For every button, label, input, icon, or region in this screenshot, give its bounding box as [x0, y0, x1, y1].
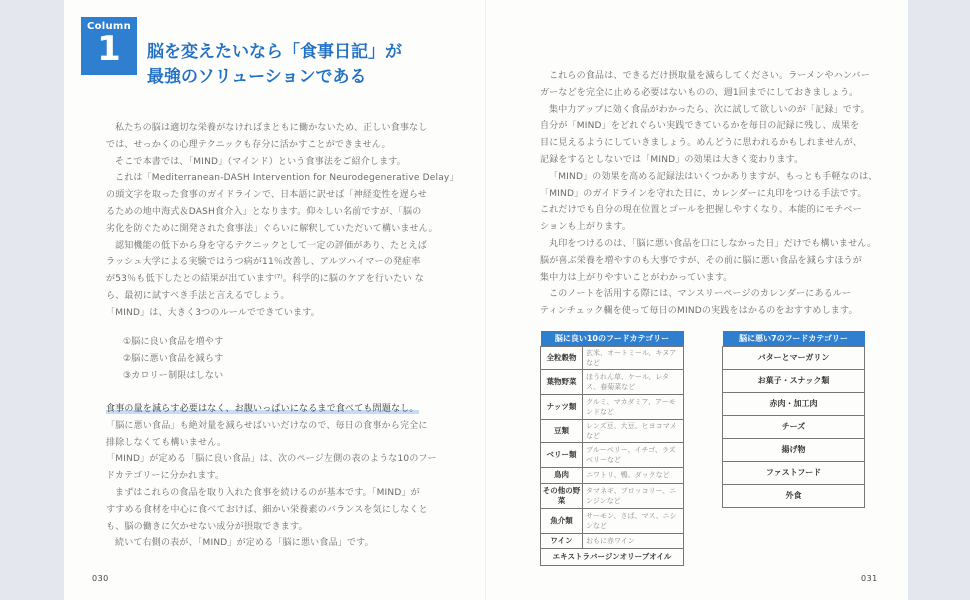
paragraph-line: 排除しなくても構いません。 — [106, 437, 227, 448]
paragraph-line: これらの食品は、できるだけ摂取量を減らしてください。ラーメンやハンバー — [549, 71, 870, 81]
table-row — [723, 461, 865, 484]
table-row — [541, 394, 684, 419]
paragraph-line: 「MIND」が定める「脳に良い食品」は、次のページ左側の表のような10のフー — [106, 454, 437, 465]
paragraph-line: るための地中海式＆DASH食介入」となります。仰々しい名前ですが、「脳の — [106, 206, 422, 217]
left-body-text-2 — [106, 401, 438, 552]
paragraph-line: 続いて右側の表が、「MIND」が定める「脳に悪い食品」です。 — [115, 538, 374, 549]
table-row — [723, 346, 865, 369]
category-cell: 葉物野菜 — [541, 369, 583, 394]
olive-oil-cell: エキストラバージンオリーブオイル — [541, 548, 684, 565]
table-row — [541, 419, 684, 442]
table-row — [541, 467, 684, 483]
bad-food-cell: 揚げ物 — [723, 438, 865, 461]
paragraph-line: すすめる食材を中心に食べておけば、細かい栄養素のバランスを気にしなくと — [106, 504, 428, 515]
table-row — [723, 392, 865, 415]
title-line-2: 最強のソリューションである — [147, 67, 367, 87]
title-line-1: 脳を変えたいなら「食事日記」が — [147, 42, 402, 62]
paragraph-line: 認知機能の低下から身を守るテクニックとして一定の評価があり、たとえば — [115, 240, 427, 251]
paragraph-line: 「MIND」の効果を高める記録法はいくつかありますが、もっとも手軽なのは、 — [549, 171, 878, 182]
paragraph-line: 私たちの脳は適切な栄養がなければまともに働かないため、正しい食事なし — [115, 123, 428, 133]
paragraph-line: ら、最初に試すべき手法と言えるでしょう。 — [106, 290, 290, 301]
bad-food-cell: ファストフード — [723, 461, 865, 484]
table-row — [541, 369, 684, 394]
examples-cell: サーモン、さば、マス、ニシンなど — [583, 508, 684, 533]
left-body-text-1 — [106, 120, 459, 322]
page-number-left: 030 — [92, 574, 109, 583]
table-row — [723, 415, 865, 438]
category-cell: ベリー類 — [541, 442, 583, 467]
examples-cell: ニワトリ、鴨、ダックなど — [583, 467, 684, 483]
good-table-header: 脳に良い10のフードカテゴリー — [541, 331, 684, 346]
bad-food-cell: 外食 — [723, 484, 865, 507]
bad-food-cell: チーズ — [723, 415, 865, 438]
column-label: Column — [86, 21, 132, 32]
paragraph-line: 集中力アップに効く食品がわかったら、次に試して欲しいのが「記録」です。 — [549, 104, 870, 115]
examples-cell: タマネギ、ブロッコリー、ニンジンなど — [583, 483, 684, 508]
table-row — [723, 369, 865, 392]
mind-rules-list — [123, 334, 223, 385]
paragraph-line: ドカテゴリーに分かれます。 — [106, 471, 225, 482]
paragraph-line: まずはこれらの食品を取り入れた食事を続けるのが基本です。「MIND」が — [115, 487, 420, 498]
table-row — [723, 438, 865, 461]
paragraph-line: このノートを活用する際には、マンスリーページのカレンダーにあるルー — [549, 289, 852, 300]
bad-food-table — [722, 331, 865, 508]
paragraph-line: では、せっかくの心理テクニックも存分に活かすことができません。 — [106, 139, 391, 150]
table-row — [541, 442, 684, 467]
table-row — [541, 346, 684, 369]
examples-cell: 玄米、オートミール、キヌアなど — [583, 346, 684, 369]
paragraph-line: ティンチェック欄を使って毎日のMINDの実践をはかるのをおすすめします。 — [540, 306, 858, 317]
category-cell: 豆類 — [541, 419, 583, 442]
paragraph-line: 「MIND」は、大きく3つのルールでできています。 — [106, 307, 320, 318]
paragraph-line: 劣化を防ぐために開発された食事法」ぐらいに解釈していただいて構いません。 — [106, 223, 438, 234]
examples-cell: レンズ豆、大豆、ヒヨコマメなど — [583, 419, 684, 442]
category-cell: 鳥肉 — [541, 467, 583, 483]
paragraph-line: 記録をするとしないでは「MIND」の効果は大きく変わります。 — [540, 154, 804, 165]
rule-item: ①脳に良い食品を増やす — [123, 337, 224, 347]
table-row — [723, 484, 865, 507]
paragraph-line: も、脳の働きに欠かせない成分が摂取できます。 — [106, 521, 308, 532]
right-body-text — [540, 68, 878, 320]
examples-cell: クルミ、マカダミア、アーモンドなど — [583, 394, 684, 419]
category-cell: ナッツ類 — [541, 394, 583, 419]
page-title — [147, 40, 402, 90]
rule-item: ③カロリー制限はしない — [123, 371, 224, 381]
category-cell: 全粒穀物 — [541, 346, 583, 369]
paragraph-line: これは「Mediterranean-DASH Intervention for Neurodegenerative Delay」 — [115, 173, 459, 184]
examples-cell: ほうれん草、ケール、レタス、春菊菜など — [583, 369, 684, 394]
category-cell: その他の野菜 — [541, 483, 583, 508]
paragraph-line: ラッシュ大学による実験ではうつ病が11％改善し、アルツハイマーの発症率 — [106, 257, 421, 268]
paragraph-line: ガーなどを完全に止める必要はないものの、週1回までにしておきましょう。 — [540, 87, 859, 98]
rule-item: ②脳に悪い食品を減らす — [123, 354, 224, 364]
column-badge — [81, 17, 137, 75]
paragraph-line: 脳が喜ぶ栄養を増やすのも大事ですが、その前に脳に悪い食品を減らすほうが — [540, 255, 863, 266]
paragraph-line: 「脳に悪い食品」も絶対量を減らせばいいだけなので、毎日の食事から完全に — [106, 420, 428, 431]
page-gutter — [485, 0, 486, 600]
paragraph-line: 丸印をつけるのは、「脳に悪い食品を口にしなかった日」だけでも構いません。 — [549, 238, 877, 249]
good-food-table — [540, 331, 684, 566]
highlighted-sentence: 食事の量を減らす必要はなく、お腹いっぱいになるまで食べても問題なし。 — [106, 404, 419, 414]
bad-food-cell: お菓子・スナック類 — [723, 369, 865, 392]
paragraph-line: 目に見えるようにしていきましょう。めんどうに思われるかもしれませんが、 — [540, 138, 863, 149]
category-cell: ワイン — [541, 533, 583, 548]
page-number-right: 031 — [861, 574, 878, 583]
paragraph-line: 「MIND」のガイドラインを守れた日に、カレンダーに丸印をつける手法です。 — [540, 188, 867, 199]
table-row — [541, 508, 684, 533]
examples-cell: おもに赤ワイン — [583, 533, 684, 548]
paragraph-line: の頭文字を取った食事のガイドラインで、日本語に訳せば「神経変性を遅らせ — [106, 190, 428, 201]
bad-food-cell: 赤肉・加工肉 — [723, 392, 865, 415]
bad-table-header: 脳に悪い7のフードカテゴリー — [723, 331, 865, 346]
paragraph-line: 自分が「MIND」をどれぐらい実践できているかを毎日の記録に残し、成果を — [540, 121, 860, 132]
examples-cell: ブルーベリー、イチゴ、ラズベリーなど — [583, 442, 684, 467]
paragraph-line: が53％も低下したとの結果が出ています⁽⁷⁾。科学的に脳のケアを行いたい な — [106, 274, 424, 285]
category-cell: 魚介類 — [541, 508, 583, 533]
column-number: 1 — [97, 29, 121, 69]
paragraph-line: ションも上がります。 — [540, 222, 632, 233]
table-row — [541, 483, 684, 508]
bad-food-cell: バターとマーガリン — [723, 346, 865, 369]
paragraph-line: 集中力は上がりやすいことがわかっています。 — [540, 272, 733, 283]
table-row — [541, 548, 684, 565]
paragraph-line: これだけでも自分の現在位置とゴールを把握しやすくなり、本能的にモチベー — [540, 205, 862, 216]
table-row — [541, 533, 684, 548]
paragraph-line: そこで本書では、「MIND」（マインド）という食事法をご紹介します。 — [115, 156, 406, 167]
